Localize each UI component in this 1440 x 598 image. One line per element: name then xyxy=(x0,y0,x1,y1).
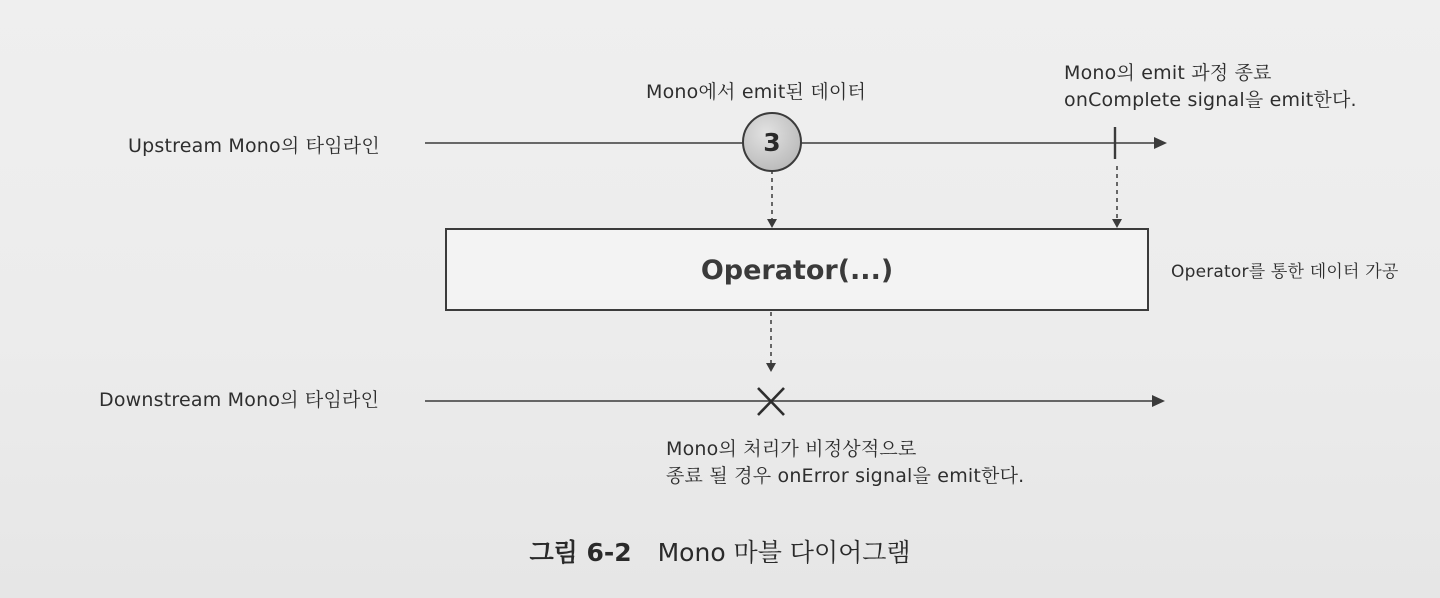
complete-to-operator-arrowhead xyxy=(1112,219,1122,228)
error-annotation xyxy=(666,436,1024,490)
marble-value: 3 xyxy=(763,128,781,157)
figure-title: Mono 마블 다이어그램 xyxy=(657,538,911,567)
complete-annotation-line-1: Mono의 emit 과정 종료 xyxy=(1064,62,1272,84)
error-annotation-line-2: 종료 될 경우 onError signal을 emit한다. xyxy=(666,465,1025,487)
figure-caption xyxy=(0,533,1440,569)
complete-annotation xyxy=(1064,60,1357,114)
marble-to-operator-arrowhead xyxy=(767,219,777,228)
emitted-data-annotation: Mono에서 emit된 데이터 xyxy=(646,81,867,103)
complete-annotation-line-2: onComplete signal을 emit한다. xyxy=(1064,89,1357,111)
upstream-timeline-label: Upstream Mono의 타임라인 xyxy=(128,135,380,157)
figure-number: 그림 6-2 xyxy=(529,538,632,567)
error-annotation-line-1: Mono의 처리가 비정상적으로 xyxy=(666,438,917,460)
operator-label: Operator(...) xyxy=(700,255,894,286)
operator-annotation: Operator를 통한 데이터 가공 xyxy=(1171,262,1399,282)
downstream-timeline-label: Downstream Mono의 타임라인 xyxy=(99,389,380,411)
operator-to-downstream-arrowhead xyxy=(766,363,776,372)
upstream-timeline-arrowhead xyxy=(1154,137,1167,149)
downstream-timeline-arrowhead xyxy=(1152,395,1165,407)
